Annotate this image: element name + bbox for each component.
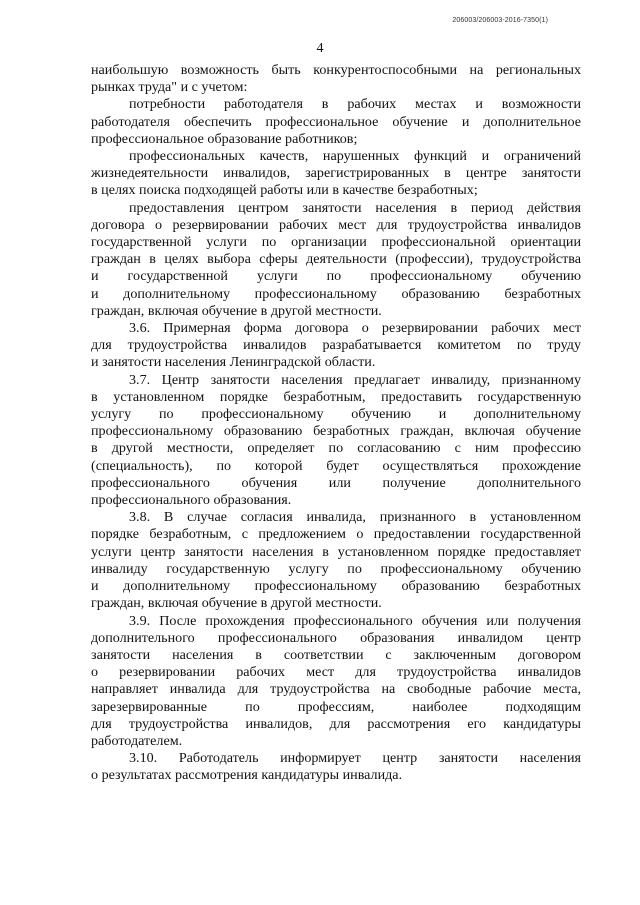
text-line: профессионального обучения или получение дополнительного bbox=[91, 474, 581, 491]
text-line: работодателя обеспечить профессиональное обучение и дополнительное bbox=[91, 113, 581, 130]
text-line: 3.7. Центр занятости населения предлагает инвалиду, признанному bbox=[129, 371, 581, 388]
text-line: инвалиду государственную услугу по профессиональному обучению bbox=[91, 560, 581, 577]
text-line: профессиональных качеств, нарушенных функций и ограничений bbox=[129, 148, 581, 165]
paragraph bbox=[91, 62, 581, 96]
paragraph bbox=[91, 372, 581, 510]
text-line: профессиональному образованию безработных граждан, включая обучение bbox=[91, 423, 581, 440]
text-line: наибольшую возможность быть конкурентоспособными на региональных bbox=[91, 62, 581, 78]
paragraph bbox=[91, 200, 581, 320]
paragraph bbox=[91, 509, 581, 612]
text-line: услуги центр занятости населения в установленном порядке предоставляет bbox=[91, 543, 581, 560]
text-line: о резервировании рабочих мест для трудоустройства инвалидов bbox=[91, 664, 581, 681]
text-line: в другой местности, определяет по согласованию с ним профессию bbox=[91, 440, 581, 457]
text-line: и дополнительному профессиональному образованию безработных bbox=[91, 578, 581, 595]
page-body bbox=[91, 62, 581, 785]
paragraph bbox=[91, 148, 581, 200]
text-line: граждан в целях выбора сферы деятельности (профессии), трудоустройства bbox=[91, 251, 581, 268]
text-line: работодателем. bbox=[91, 732, 183, 749]
text-line: граждан, включая обучение в другой местности. bbox=[91, 595, 382, 612]
text-line: занятости населения в соответствии с заключенным договором bbox=[91, 646, 581, 663]
paragraph bbox=[91, 613, 581, 751]
text-line: и занятости населения Ленинградской области. bbox=[91, 354, 376, 371]
text-line: 3.9. После прохождения профессионального обучения или получения bbox=[129, 612, 581, 629]
paragraph bbox=[91, 750, 581, 784]
paragraph bbox=[91, 96, 581, 148]
text-line: (специальность), по которой будет осуществляться прохождение bbox=[91, 457, 581, 474]
text-line: для трудоустройства инвалидов, для рассмотрения его кандидатуры bbox=[91, 715, 581, 732]
text-line: 3.8. В случае согласия инвалида, признанного в установленном bbox=[129, 509, 581, 526]
text-line: в целях поиска подходящей работы или в качестве безработных; bbox=[91, 182, 478, 199]
text-line: услугу по профессиональному обучению и дополнительному bbox=[91, 406, 581, 423]
text-line: 3.6. Примерная форма договора о резервировании рабочих мест bbox=[129, 320, 581, 337]
page-number: 4 bbox=[316, 41, 324, 56]
document-id: 206003/206003-2016-7350(1) bbox=[452, 17, 548, 24]
text-line: о результатах рассмотрения кандидатуры инвалида. bbox=[91, 767, 403, 784]
paragraph bbox=[91, 320, 581, 372]
text-line: граждан, включая обучение в другой местности. bbox=[91, 302, 382, 319]
text-line: профессиональное образование работников; bbox=[91, 130, 358, 147]
text-line: профессионального образования. bbox=[91, 492, 292, 509]
text-line: 3.10. Работодатель информирует центр занятости населения bbox=[129, 750, 581, 767]
text-line: договора о резервировании рабочих мест для трудоустройства инвалидов bbox=[91, 216, 581, 233]
text-line: дополнительного профессионального образования инвалидом центр bbox=[91, 629, 581, 646]
text-line: жизнедеятельности инвалидов, зарегистрированных в центре занятости bbox=[91, 165, 581, 182]
text-line: рынках труда" и с учетом: bbox=[91, 79, 248, 96]
text-line: для трудоустройства инвалидов разрабатывается комитетом по труду bbox=[91, 337, 581, 354]
text-line: зарезервированные по профессиям, наиболее подходящим bbox=[91, 698, 581, 715]
text-line: направляет инвалида для трудоустройства на свободные рабочие места, bbox=[91, 681, 581, 698]
text-line: и дополнительному профессиональному образованию безработных bbox=[91, 285, 581, 302]
text-line: потребности работодателя в рабочих местах и возможности bbox=[129, 96, 581, 113]
text-line: государственной услуги по организации профессиональной ориентации bbox=[91, 234, 581, 251]
text-line: и государственной услуги по профессиональному обучению bbox=[91, 268, 581, 285]
text-line: предоставления центром занятости населения в период действия bbox=[129, 199, 581, 216]
text-line: порядке безработным, с предложением о предоставлении государственной bbox=[91, 526, 581, 543]
text-line: в установленном порядке безработным, предоставить государственную bbox=[91, 388, 581, 405]
